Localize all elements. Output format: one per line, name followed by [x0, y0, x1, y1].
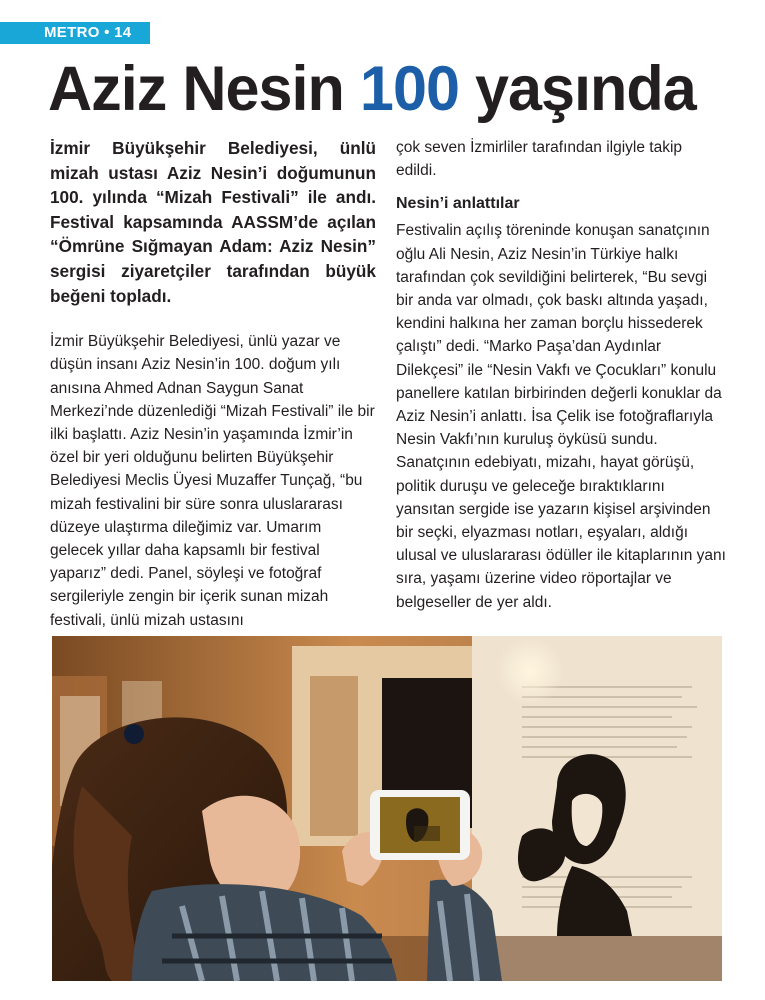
section-tag: METRO • 14 [0, 22, 150, 44]
article-body-3: Festivalin açılış töreninde konuşan sanatçının oğlu Ali Nesin, Aziz Nesin’in Türkiye halkı tarafından çok sevildiğini belirterek, “Bu sevgi bir anda var olmadı, çok baskı altında yaşadı, kendini halkına her zaman borçlu hissederek çalıştı” dedi. “Marko Paşa’dan Aydınlar Dilekçesi” ile “Nesin Vakfı ve Çocukları” konulu panellere katılan birbirinden değerli konuklar da Aziz Nesin’i anlattı. İsa Çelik ise fotoğraflarıyla Nesin Vakfı’nın kuruluş öyküsü sundu. Sanatçının edebiyatı, mizahı, hayat görüşü, politik duruşu ve geleceğe bıraktıklarını yansıtan sergide ise yazarın kişisel arşivinden bir seçki, elyazması notları, eşyaları, aldığı ulusal ve uluslararası ödüller ile kitaplarının yanı sıra, yaşamı üzerine video röportajlar ve belgeseller de yer aldı. [396, 222, 726, 611]
headline-accent: 100 [359, 54, 459, 124]
article-photo [52, 636, 722, 981]
exhibition-photo-illustration [52, 636, 722, 981]
right-column [396, 136, 726, 614]
article-subhead: Nesin’i anlattılar [396, 195, 520, 213]
article-body-1: İzmir Büyükşehir Belediyesi, ünlü yazar ve düşün insanı Aziz Nesin’in 100. doğum yılı anısına Ahmed Adnan Saygun Sanat Merkezi’nde düzenlediği “Mizah Festivali” ile bir ilki başlattı. Aziz Nesin’in yaşamında İzmir’in özel bir yeri olduğunu belirten Büyükşehir Belediyesi Meclis Üyesi Muzaffer Tunçağ, “bu mizah festivalini bir süre sonra uluslararası düzeye ulaştırma dileğimiz var. Umarım gelecek yıllar daha kapsamlı bir festival yaparız” dedi. Panel, söyleşi ve fotoğraf sergileriyle zengin bir içerik sunan mizah festivali, ünlü mizah ustasını [50, 333, 375, 629]
headline-part1: Aziz Nesin [48, 54, 360, 124]
phone-in-hands [370, 790, 470, 860]
left-column [50, 136, 376, 632]
article-headline [48, 50, 717, 128]
article-body-2: çok seven İzmirliler tarafından ilgiyle takip edildi. [396, 139, 683, 180]
article-lead: İzmir Büyükşehir Belediyesi, ünlü mizah ustası Aziz Nesin’i doğumunun 100. yılında “Mizah Festivali” ile andı. Festival kapsamında AASSM’de açılan “Ömrüne Sığmayan Adam: Aziz Nesin” sergisi ziyaretçiler tarafından büyük beğeni topladı. [50, 138, 376, 306]
headline-part2: yaşında [458, 54, 696, 124]
